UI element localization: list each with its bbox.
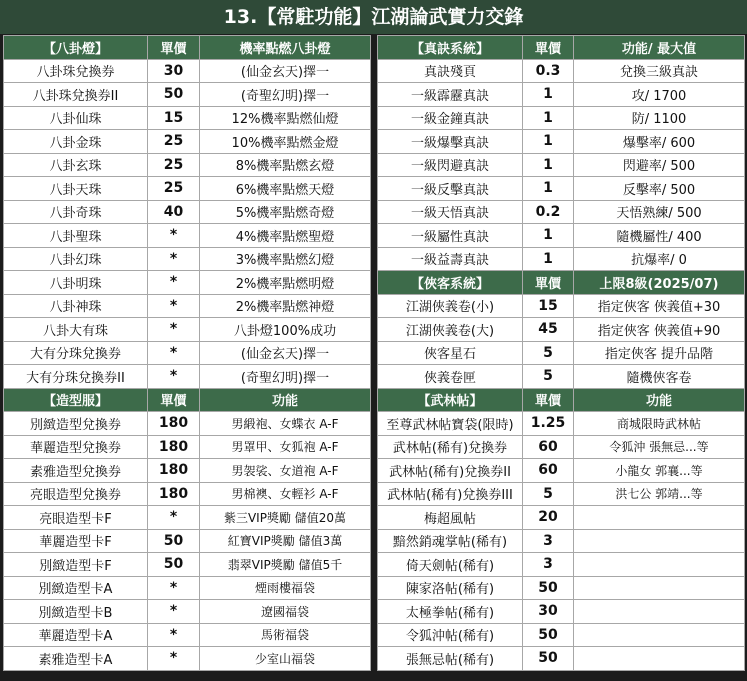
zhenjue-price: 1 xyxy=(523,83,574,107)
bagua-function: (仙金玄天)擇一 xyxy=(200,59,371,83)
bagua-header-function: 機率點燃八卦燈 xyxy=(200,36,371,60)
costume-item-name: 亮眼造型卡F xyxy=(4,506,148,530)
costume-item-name: 別緻造型卡A xyxy=(4,576,148,600)
bagua-price: * xyxy=(148,365,200,389)
costume-item-name: 素雅造型卡A xyxy=(4,647,148,671)
bagua-item-name: 八卦大有珠 xyxy=(4,318,148,342)
xiake-function: 指定俠客 俠義值+90 xyxy=(574,318,745,342)
zhenjue-header-function: 功能/ 最大值 xyxy=(574,36,745,60)
costume-function: 翡翠VIP獎勵 儲值5千 xyxy=(200,553,371,577)
wulin-item-name: 梅超風帖 xyxy=(378,506,523,530)
xiake-price: 45 xyxy=(523,318,574,342)
wulin-function xyxy=(574,576,745,600)
costume-row xyxy=(4,576,371,600)
zhenjue-function: 攻/ 1700 xyxy=(574,83,745,107)
costume-price: 180 xyxy=(148,435,200,459)
wulin-price: 60 xyxy=(523,435,574,459)
zhenjue-item-name: 一級屬性真訣 xyxy=(378,224,523,248)
wulin-row xyxy=(378,553,745,577)
wulin-price: 50 xyxy=(523,647,574,671)
wulin-header-row xyxy=(378,388,745,412)
costume-price: * xyxy=(148,623,200,647)
xiake-row xyxy=(378,318,745,342)
costume-function: 煙雨樓福袋 xyxy=(200,576,371,600)
bagua-price: 25 xyxy=(148,130,200,154)
bagua-function: 8%機率點燃玄燈 xyxy=(200,153,371,177)
wulin-price: 50 xyxy=(523,623,574,647)
wulin-function xyxy=(574,600,745,624)
wulin-item-name: 武林帖(稀有)兌換券III xyxy=(378,482,523,506)
costume-row xyxy=(4,412,371,436)
zhenjue-function: 閃避率/ 500 xyxy=(574,153,745,177)
bagua-function: 八卦燈100%成功 xyxy=(200,318,371,342)
costume-price: 180 xyxy=(148,412,200,436)
xiake-header-item: 【俠客系統】 xyxy=(378,271,523,295)
xiake-header-row xyxy=(378,271,745,295)
costume-item-name: 華麗造型卡A xyxy=(4,623,148,647)
bagua-price: 50 xyxy=(148,83,200,107)
bagua-price: * xyxy=(148,271,200,295)
bagua-function: (仙金玄天)擇一 xyxy=(200,341,371,365)
zhenjue-header-item: 【真訣系統】 xyxy=(378,36,523,60)
bagua-row xyxy=(4,153,371,177)
costume-row xyxy=(4,435,371,459)
costume-item-name: 別緻造型卡F xyxy=(4,553,148,577)
zhenjue-price: 1 xyxy=(523,106,574,130)
wulin-row xyxy=(378,459,745,483)
costume-function: 馬術福袋 xyxy=(200,623,371,647)
zhenjue-item-name: 一級爆擊真訣 xyxy=(378,130,523,154)
wulin-function xyxy=(574,553,745,577)
zhenjue-price: 0.3 xyxy=(523,59,574,83)
bagua-item-name: 八卦金珠 xyxy=(4,130,148,154)
zhenjue-item-name: 一級天悟真訣 xyxy=(378,200,523,224)
costume-price: 180 xyxy=(148,482,200,506)
wulin-item-name: 黯然銷魂掌帖(稀有) xyxy=(378,529,523,553)
wulin-price: 30 xyxy=(523,600,574,624)
bagua-function: 10%機率點燃金燈 xyxy=(200,130,371,154)
xiake-row xyxy=(378,365,745,389)
costume-price: 50 xyxy=(148,553,200,577)
bagua-item-name: 大有分珠兌換券 xyxy=(4,341,148,365)
costume-price: 180 xyxy=(148,459,200,483)
xiake-function: 指定俠客 俠義值+30 xyxy=(574,294,745,318)
xiake-header-price: 單價 xyxy=(523,271,574,295)
zhenjue-price: 1 xyxy=(523,130,574,154)
costume-price: 50 xyxy=(148,529,200,553)
zhenjue-item-name: 真訣殘頁 xyxy=(378,59,523,83)
xiake-price: 5 xyxy=(523,341,574,365)
costume-item-name: 華麗造型卡F xyxy=(4,529,148,553)
costume-price: * xyxy=(148,600,200,624)
zhenjue-price: 1 xyxy=(523,247,574,271)
xiake-price: 5 xyxy=(523,365,574,389)
costume-item-name: 亮眼造型兌換券 xyxy=(4,482,148,506)
zhenjue-item-name: 一級閃避真訣 xyxy=(378,153,523,177)
wulin-header-item: 【武林帖】 xyxy=(378,388,523,412)
wulin-price: 20 xyxy=(523,506,574,530)
bagua-item-name: 八卦仙珠 xyxy=(4,106,148,130)
costume-function: 遼國福袋 xyxy=(200,600,371,624)
costume-function: 男緞袍、女蝶衣 A-F xyxy=(200,412,371,436)
bagua-price: 25 xyxy=(148,153,200,177)
wulin-row xyxy=(378,482,745,506)
bagua-item-name: 八卦神珠 xyxy=(4,294,148,318)
zhenjue-price: 1 xyxy=(523,224,574,248)
wulin-function: 小龍女 郭襄...等 xyxy=(574,459,745,483)
wulin-row xyxy=(378,623,745,647)
costume-row xyxy=(4,482,371,506)
costume-row xyxy=(4,647,371,671)
zhenjue-header-row xyxy=(378,36,745,60)
bagua-item-name: 大有分珠兌換券II xyxy=(4,365,148,389)
costume-row xyxy=(4,506,371,530)
zhenjue-item-name: 一級金鐘真訣 xyxy=(378,106,523,130)
zhenjue-function: 反擊率/ 500 xyxy=(574,177,745,201)
wulin-price: 5 xyxy=(523,482,574,506)
costume-item-name: 別緻造型卡B xyxy=(4,600,148,624)
costume-row xyxy=(4,529,371,553)
bagua-function: 2%機率點燃神燈 xyxy=(200,294,371,318)
wulin-item-name: 倚天劍帖(稀有) xyxy=(378,553,523,577)
wulin-row xyxy=(378,412,745,436)
zhenjue-function: 爆擊率/ 600 xyxy=(574,130,745,154)
xiake-function: 指定俠客 提升品階 xyxy=(574,341,745,365)
wulin-item-name: 武林帖(稀有)兌換券 xyxy=(378,435,523,459)
costume-item-name: 別緻造型兌換券 xyxy=(4,412,148,436)
bagua-item-name: 八卦珠兌換券 xyxy=(4,59,148,83)
bagua-price: * xyxy=(148,294,200,318)
zhenjue-function: 抗爆率/ 0 xyxy=(574,247,745,271)
wulin-item-name: 至尊武林帖寶袋(限時) xyxy=(378,412,523,436)
zhenjue-function: 天悟熟練/ 500 xyxy=(574,200,745,224)
zhenjue-item-name: 一級反擊真訣 xyxy=(378,177,523,201)
bagua-row xyxy=(4,106,371,130)
right-table xyxy=(377,35,745,671)
page-title: 13.【常駐功能】江湖論武實力交鋒 xyxy=(0,0,747,34)
xiake-row xyxy=(378,294,745,318)
zhenjue-function: 隨機屬性/ 400 xyxy=(574,224,745,248)
costume-row xyxy=(4,553,371,577)
wulin-row xyxy=(378,600,745,624)
costume-function: 男棉襖、女輕衫 A-F xyxy=(200,482,371,506)
wulin-header-function: 功能 xyxy=(574,388,745,412)
wulin-price: 1.25 xyxy=(523,412,574,436)
bagua-function: 3%機率點燃幻燈 xyxy=(200,247,371,271)
costume-header-price: 單價 xyxy=(148,388,200,412)
bagua-function: 5%機率點燃奇燈 xyxy=(200,200,371,224)
xiake-item-name: 俠義卷匣 xyxy=(378,365,523,389)
bagua-function: 2%機率點燃明燈 xyxy=(200,271,371,295)
wulin-row xyxy=(378,435,745,459)
bagua-row xyxy=(4,200,371,224)
costume-item-name: 華麗造型兌換券 xyxy=(4,435,148,459)
wulin-function xyxy=(574,623,745,647)
bagua-function: 4%機率點燃聖燈 xyxy=(200,224,371,248)
costume-row xyxy=(4,459,371,483)
bagua-price: * xyxy=(148,341,200,365)
zhenjue-item-name: 一級益壽真訣 xyxy=(378,247,523,271)
costume-function: 紅寶VIP獎勵 儲值3萬 xyxy=(200,529,371,553)
bagua-row xyxy=(4,59,371,83)
costume-function: 男袈裟、女道袍 A-F xyxy=(200,459,371,483)
bagua-function: (奇聖幻明)擇一 xyxy=(200,83,371,107)
bagua-price: 40 xyxy=(148,200,200,224)
costume-function: 男罩甲、女狐袍 A-F xyxy=(200,435,371,459)
wulin-row xyxy=(378,506,745,530)
xiake-item-name: 俠客星石 xyxy=(378,341,523,365)
bagua-row xyxy=(4,130,371,154)
wulin-price: 3 xyxy=(523,553,574,577)
zhenjue-row xyxy=(378,83,745,107)
xiake-item-name: 江湖俠義卷(小) xyxy=(378,294,523,318)
xiake-header-function: 上限8級(2025/07) xyxy=(574,271,745,295)
column-divider xyxy=(371,35,376,678)
costume-item-name: 素雅造型兌換券 xyxy=(4,459,148,483)
bagua-header-price: 單價 xyxy=(148,36,200,60)
zhenjue-item-name: 一級霹靂真訣 xyxy=(378,83,523,107)
zhenjue-price: 0.2 xyxy=(523,200,574,224)
costume-price: * xyxy=(148,506,200,530)
wulin-row xyxy=(378,576,745,600)
zhenjue-row xyxy=(378,224,745,248)
wulin-row xyxy=(378,647,745,671)
zhenjue-row xyxy=(378,106,745,130)
bagua-row xyxy=(4,318,371,342)
bagua-price: 25 xyxy=(148,177,200,201)
wulin-function xyxy=(574,529,745,553)
bagua-row xyxy=(4,224,371,248)
bagua-row xyxy=(4,341,371,365)
wulin-row xyxy=(378,529,745,553)
wulin-item-name: 太極拳帖(稀有) xyxy=(378,600,523,624)
zhenjue-row xyxy=(378,200,745,224)
costume-row xyxy=(4,600,371,624)
bagua-row xyxy=(4,247,371,271)
bagua-price: 30 xyxy=(148,59,200,83)
bagua-header-item: 【八卦燈】 xyxy=(4,36,148,60)
bagua-row xyxy=(4,294,371,318)
bagua-item-name: 八卦明珠 xyxy=(4,271,148,295)
wulin-item-name: 張無忌帖(稀有) xyxy=(378,647,523,671)
wulin-function: 商城限時武林帖 xyxy=(574,412,745,436)
costume-header-item: 【造型服】 xyxy=(4,388,148,412)
bagua-price: 15 xyxy=(148,106,200,130)
wulin-function: 洪七公 郭靖...等 xyxy=(574,482,745,506)
bagua-item-name: 八卦玄珠 xyxy=(4,153,148,177)
zhenjue-row xyxy=(378,130,745,154)
bagua-function: (奇聖幻明)擇一 xyxy=(200,365,371,389)
costume-function: 紫三VIP獎勵 儲值20萬 xyxy=(200,506,371,530)
costume-header-function: 功能 xyxy=(200,388,371,412)
bagua-function: 6%機率點燃天燈 xyxy=(200,177,371,201)
zhenjue-function: 兌換三級真訣 xyxy=(574,59,745,83)
wulin-item-name: 陳家洛帖(稀有) xyxy=(378,576,523,600)
zhenjue-function: 防/ 1100 xyxy=(574,106,745,130)
xiake-item-name: 江湖俠義卷(大) xyxy=(378,318,523,342)
wulin-header-price: 單價 xyxy=(523,388,574,412)
wulin-item-name: 令狐沖帖(稀有) xyxy=(378,623,523,647)
zhenjue-row xyxy=(378,59,745,83)
xiake-price: 15 xyxy=(523,294,574,318)
wulin-price: 50 xyxy=(523,576,574,600)
wulin-function xyxy=(574,647,745,671)
costume-header-row xyxy=(4,388,371,412)
zhenjue-row xyxy=(378,247,745,271)
bagua-item-name: 八卦天珠 xyxy=(4,177,148,201)
costume-function: 少室山福袋 xyxy=(200,647,371,671)
costume-price: * xyxy=(148,647,200,671)
xiake-function: 隨機俠客卷 xyxy=(574,365,745,389)
zhenjue-row xyxy=(378,177,745,201)
zhenjue-price: 1 xyxy=(523,177,574,201)
xiake-row xyxy=(378,341,745,365)
zhenjue-row xyxy=(378,153,745,177)
bagua-item-name: 八卦珠兌換券II xyxy=(4,83,148,107)
costume-price: * xyxy=(148,576,200,600)
zhenjue-header-price: 單價 xyxy=(523,36,574,60)
bagua-item-name: 八卦聖珠 xyxy=(4,224,148,248)
bagua-function: 12%機率點燃仙燈 xyxy=(200,106,371,130)
costume-row xyxy=(4,623,371,647)
bagua-price: * xyxy=(148,318,200,342)
bagua-row xyxy=(4,177,371,201)
bagua-price: * xyxy=(148,247,200,271)
zhenjue-price: 1 xyxy=(523,153,574,177)
wulin-item-name: 武林帖(稀有)兌換券II xyxy=(378,459,523,483)
bagua-header-row xyxy=(4,36,371,60)
wulin-function xyxy=(574,506,745,530)
wulin-function: 令狐沖 張無忌...等 xyxy=(574,435,745,459)
wulin-price: 3 xyxy=(523,529,574,553)
bagua-row xyxy=(4,365,371,389)
left-table xyxy=(3,35,371,671)
bagua-price: * xyxy=(148,224,200,248)
bagua-item-name: 八卦奇珠 xyxy=(4,200,148,224)
bagua-item-name: 八卦幻珠 xyxy=(4,247,148,271)
bagua-row xyxy=(4,83,371,107)
bagua-row xyxy=(4,271,371,295)
wulin-price: 60 xyxy=(523,459,574,483)
